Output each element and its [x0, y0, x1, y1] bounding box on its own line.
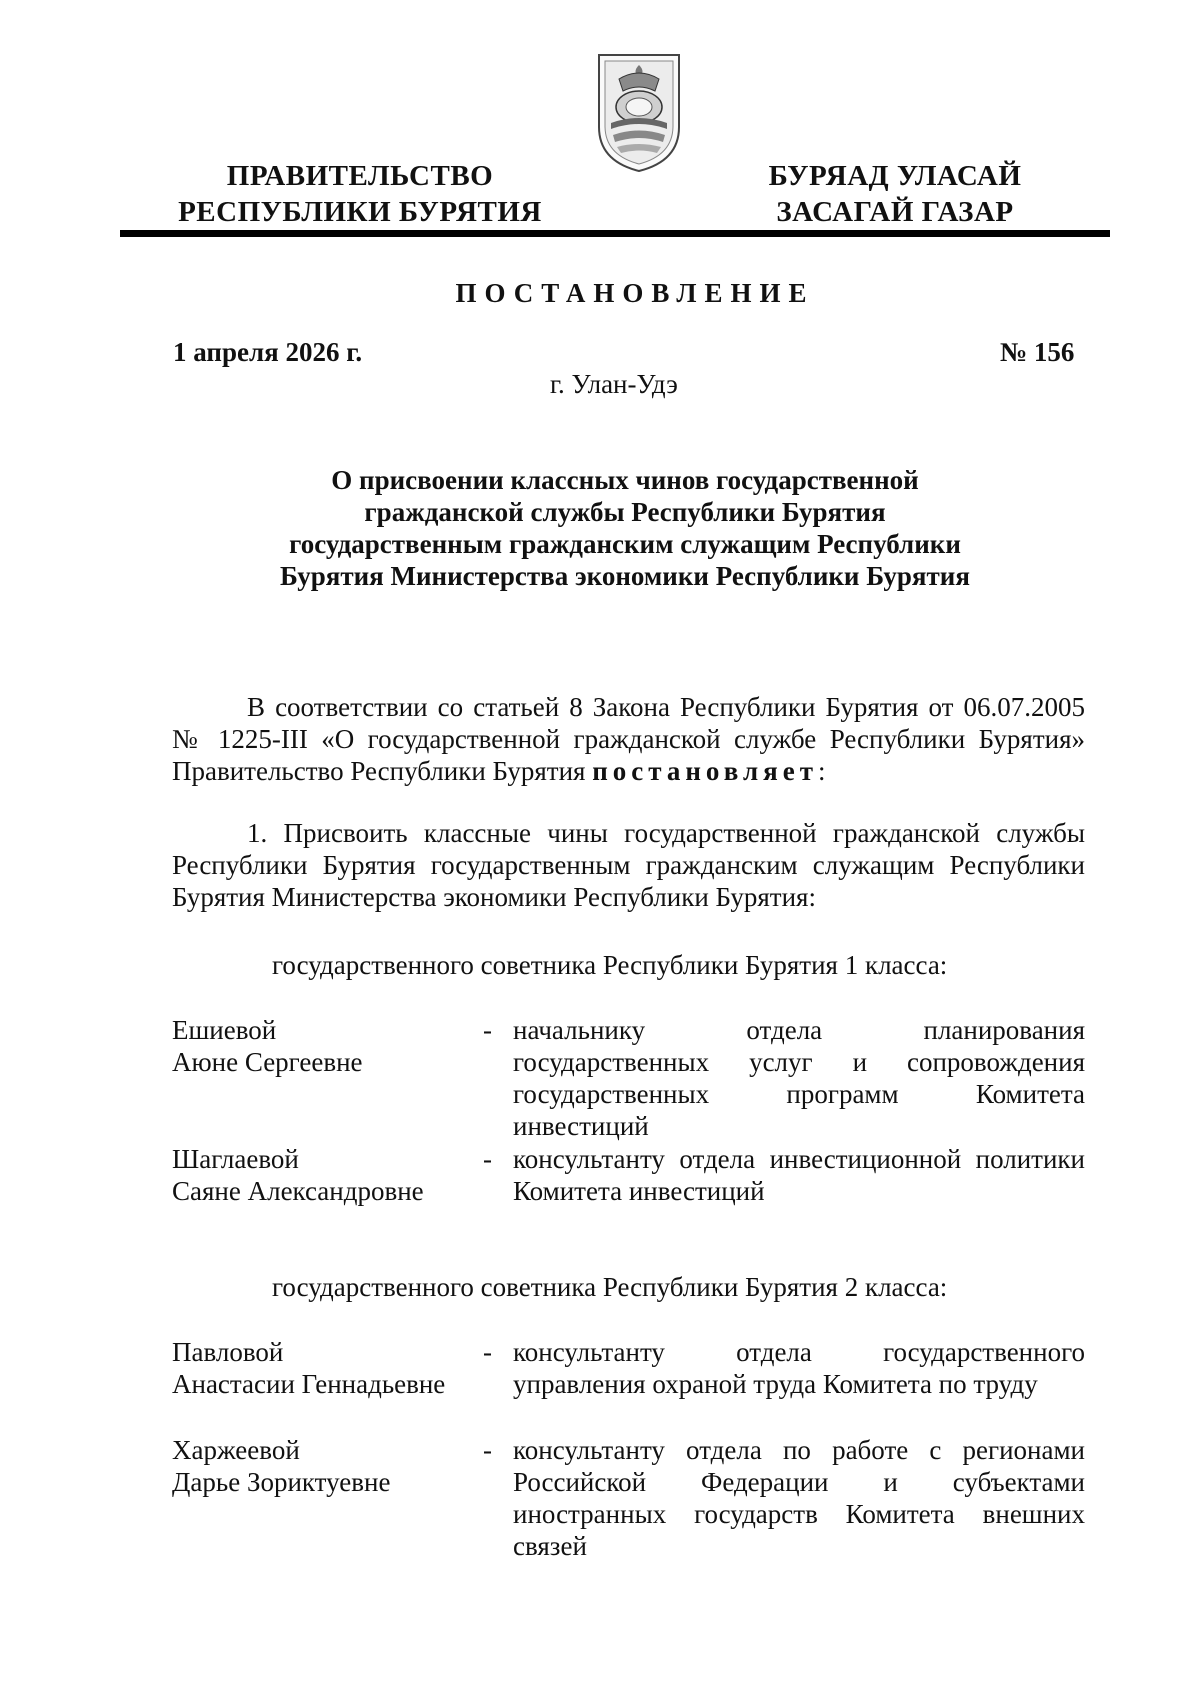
government-name-buryat-line2: ЗАСАГАЙ ГАЗАР: [776, 196, 1014, 228]
preamble-verb: постановляет: [592, 756, 818, 786]
government-name-line1: ПРАВИТЕЛЬСТВО: [226, 160, 494, 192]
document-number: № 156: [1000, 337, 1075, 367]
list-dash: -: [483, 1015, 492, 1045]
class-2-heading: государственного советника Республики Бурятия 2 класса:: [272, 1272, 948, 1302]
person-surname: Павловой: [172, 1337, 284, 1367]
document-date: 1 апреля 2026 г.: [173, 337, 363, 367]
coat-of-arms-emblem: [591, 49, 687, 174]
person-given-name: Анастасии Геннадьевне: [172, 1369, 446, 1399]
government-name-buryat-line1: БУРЯАД УЛАСАЙ: [768, 160, 1022, 192]
government-name-buryat: [735, 158, 1055, 230]
preamble-end: :: [817, 756, 826, 786]
person-name: [172, 1336, 472, 1400]
class-1-heading: государственного советника Республики Бурятия 1 класса:: [272, 950, 948, 980]
person-name: [172, 1143, 472, 1207]
person-name: [172, 1434, 472, 1498]
header-divider: [120, 230, 1110, 237]
person-given-name: Саяне Александровне: [172, 1176, 424, 1206]
preamble-text: В соответствии со статьей 8 Закона Республики Бурятия от 06.07.2005 № 1225-III «О государственной гражданской службе Республики Бурятия» Правительство Республики Бурятия: [172, 692, 1085, 786]
item-1-paragraph: 1. Присвоить классные чины государственной гражданской службы Республики Бурятия государственным гражданским служащим Республики Бурятия Министерства экономики Республики Бурятия:: [172, 818, 1085, 912]
preamble-paragraph: [172, 691, 1085, 787]
person-position: консультанту отдела инвестиционной политики Комитета инвестиций: [513, 1144, 1085, 1206]
person-given-name: Дарье Зориктуевне: [172, 1467, 391, 1497]
person-position: начальнику отдела планирования государственных услуг и сопровождения государственных программ Комитета инвестиций: [513, 1015, 1085, 1141]
person-position: консультанту отдела по работе с регионами Российской Федерации и субъектами иностранных государств Комитета внешних связей: [513, 1435, 1085, 1561]
list-dash: -: [483, 1435, 492, 1465]
person-name: [172, 1014, 472, 1078]
person-position: консультанту отдела государственного управления охраной труда Комитета по труду: [513, 1337, 1085, 1399]
person-surname: Шаглаевой: [172, 1144, 299, 1174]
government-name-russian: [160, 158, 560, 230]
document-city: г. Улан-Удэ: [550, 369, 678, 399]
person-surname: Ешиевой: [172, 1015, 277, 1045]
document-title: ПОСТАНОВЛЕНИЕ: [455, 278, 815, 308]
list-dash: -: [483, 1144, 492, 1174]
person-given-name: Аюне Сергеевне: [172, 1047, 363, 1077]
document-subject: О присвоении классных чинов государственной гражданской службы Республики Бурятия государственным гражданским служащим Республики Бурятия Министерства экономики Республики Бурятия: [280, 465, 970, 591]
person-surname: Харжеевой: [172, 1435, 300, 1465]
government-name-line2: РЕСПУБЛИКИ БУРЯТИЯ: [178, 196, 542, 228]
list-dash: -: [483, 1337, 492, 1367]
